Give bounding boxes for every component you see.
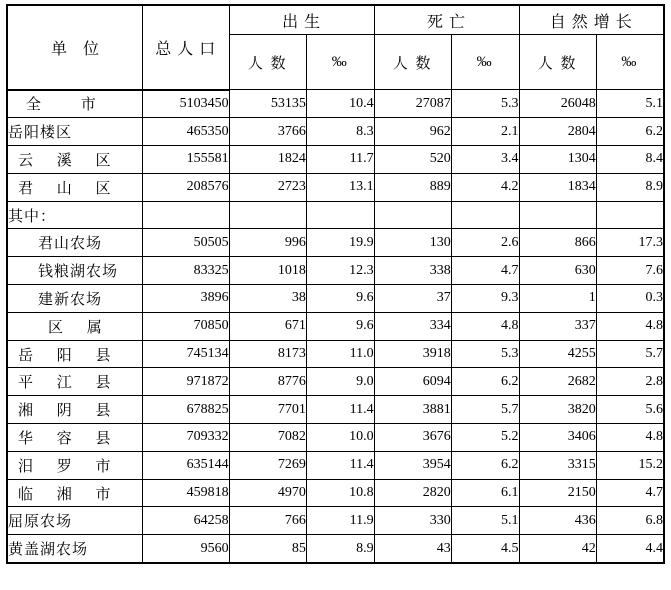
cell-increase-rate: 2.8 xyxy=(596,368,664,396)
cell-total-population: 678825 xyxy=(142,396,229,424)
column-header-unit-bottom xyxy=(7,61,142,90)
table-row xyxy=(7,118,664,146)
cell-increase-count xyxy=(519,201,596,229)
table-row xyxy=(7,479,664,507)
column-header-natural-increase: 自 然 增 长 xyxy=(519,5,664,35)
cell-total-population: 459818 xyxy=(142,479,229,507)
column-header-births: 出 生 xyxy=(229,5,374,35)
cell-increase-count: 2804 xyxy=(519,118,596,146)
cell-increase-count: 3820 xyxy=(519,396,596,424)
column-header-birth-count: 人 数 xyxy=(229,35,306,90)
column-header-unit-top xyxy=(7,5,142,35)
cell-increase-rate: 5.6 xyxy=(596,396,664,424)
cell-increase-rate: 4.4 xyxy=(596,535,664,563)
table-header xyxy=(7,5,664,90)
cell-birth-count: 8173 xyxy=(229,340,306,368)
cell-birth-count: 7082 xyxy=(229,424,306,452)
cell-total-population: 745134 xyxy=(142,340,229,368)
cell-death-count: 330 xyxy=(374,507,451,535)
table-row xyxy=(7,424,664,452)
column-header-unit: 单 位 xyxy=(7,35,142,61)
cell-increase-count: 630 xyxy=(519,257,596,285)
population-statistics-table xyxy=(6,4,665,564)
row-label: 汨 罗 市 xyxy=(7,451,142,479)
cell-increase-rate: 4.8 xyxy=(596,312,664,340)
column-header-death-count: 人 数 xyxy=(374,35,451,90)
row-label: 君 山 区 xyxy=(7,173,142,201)
cell-birth-count: 996 xyxy=(229,229,306,257)
row-label: 君山农场 xyxy=(7,229,142,257)
row-label: 华 容 县 xyxy=(7,424,142,452)
cell-death-rate: 2.1 xyxy=(451,118,519,146)
cell-death-rate: 6.1 xyxy=(451,479,519,507)
cell-birth-rate: 13.1 xyxy=(306,173,374,201)
table-row xyxy=(7,396,664,424)
cell-birth-count: 3766 xyxy=(229,118,306,146)
cell-death-count: 338 xyxy=(374,257,451,285)
cell-death-count: 520 xyxy=(374,146,451,174)
cell-death-count: 889 xyxy=(374,173,451,201)
cell-increase-rate: 7.6 xyxy=(596,257,664,285)
cell-birth-rate: 19.9 xyxy=(306,229,374,257)
cell-death-count: 43 xyxy=(374,535,451,563)
row-label: 云 溪 区 xyxy=(7,146,142,174)
cell-total-population: 155581 xyxy=(142,146,229,174)
cell-increase-rate: 8.9 xyxy=(596,173,664,201)
cell-death-rate: 4.8 xyxy=(451,312,519,340)
cell-birth-rate: 10.0 xyxy=(306,424,374,452)
cell-increase-rate xyxy=(596,201,664,229)
cell-birth-count: 8776 xyxy=(229,368,306,396)
cell-birth-rate: 8.3 xyxy=(306,118,374,146)
cell-increase-rate: 15.2 xyxy=(596,451,664,479)
column-header-population: 总 人 口 xyxy=(142,35,229,61)
row-label: 湘 阴 县 xyxy=(7,396,142,424)
cell-birth-count: 766 xyxy=(229,507,306,535)
table-row xyxy=(7,285,664,313)
row-label: 岳阳楼区 xyxy=(7,118,142,146)
cell-total-population: 208576 xyxy=(142,173,229,201)
column-header-increase-count: 人 数 xyxy=(519,35,596,90)
cell-death-rate: 9.3 xyxy=(451,285,519,313)
cell-birth-rate: 10.8 xyxy=(306,479,374,507)
cell-increase-rate: 5.1 xyxy=(596,90,664,118)
cell-birth-rate: 11.0 xyxy=(306,340,374,368)
table-row xyxy=(7,229,664,257)
table-row xyxy=(7,90,664,118)
cell-birth-rate: 11.4 xyxy=(306,451,374,479)
cell-death-rate: 4.5 xyxy=(451,535,519,563)
cell-increase-count: 2682 xyxy=(519,368,596,396)
cell-death-rate: 6.2 xyxy=(451,451,519,479)
table-row xyxy=(7,257,664,285)
cell-birth-rate: 11.4 xyxy=(306,396,374,424)
table-row xyxy=(7,312,664,340)
row-label: 全 市 xyxy=(7,90,142,118)
row-label: 其中： xyxy=(7,201,142,229)
table-row xyxy=(7,146,664,174)
cell-birth-rate: 8.9 xyxy=(306,535,374,563)
cell-increase-count: 436 xyxy=(519,507,596,535)
cell-increase-rate: 6.2 xyxy=(596,118,664,146)
row-label: 临 湘 市 xyxy=(7,479,142,507)
cell-birth-count: 7701 xyxy=(229,396,306,424)
row-label: 钱粮湖农场 xyxy=(7,257,142,285)
cell-death-count: 3881 xyxy=(374,396,451,424)
cell-increase-count: 1 xyxy=(519,285,596,313)
table-body xyxy=(7,90,664,564)
row-label: 屈原农场 xyxy=(7,507,142,535)
column-header-deaths: 死 亡 xyxy=(374,5,519,35)
header-row-mid xyxy=(7,35,664,61)
cell-increase-count: 1834 xyxy=(519,173,596,201)
cell-birth-count xyxy=(229,201,306,229)
cell-birth-count: 38 xyxy=(229,285,306,313)
table-row xyxy=(7,173,664,201)
header-row-top xyxy=(7,5,664,35)
row-label: 平 江 县 xyxy=(7,368,142,396)
cell-total-population: 709332 xyxy=(142,424,229,452)
cell-death-rate: 5.3 xyxy=(451,340,519,368)
cell-total-population: 635144 xyxy=(142,451,229,479)
cell-increase-count: 2150 xyxy=(519,479,596,507)
cell-total-population: 5103450 xyxy=(142,90,229,118)
cell-death-count: 3918 xyxy=(374,340,451,368)
cell-death-count: 334 xyxy=(374,312,451,340)
cell-death-rate: 5.2 xyxy=(451,424,519,452)
cell-death-count: 27087 xyxy=(374,90,451,118)
table-row xyxy=(7,340,664,368)
cell-death-rate: 4.2 xyxy=(451,173,519,201)
column-header-birth-rate: ‰ xyxy=(306,35,374,90)
cell-total-population: 9560 xyxy=(142,535,229,563)
table-row xyxy=(7,368,664,396)
cell-total-population: 971872 xyxy=(142,368,229,396)
cell-increase-count: 4255 xyxy=(519,340,596,368)
column-header-population-top xyxy=(142,5,229,35)
cell-birth-count: 7269 xyxy=(229,451,306,479)
table-row xyxy=(7,507,664,535)
cell-increase-rate: 17.3 xyxy=(596,229,664,257)
cell-birth-rate: 12.3 xyxy=(306,257,374,285)
cell-increase-rate: 6.8 xyxy=(596,507,664,535)
cell-birth-rate: 9.0 xyxy=(306,368,374,396)
cell-death-rate xyxy=(451,201,519,229)
cell-birth-count: 1824 xyxy=(229,146,306,174)
cell-birth-count: 85 xyxy=(229,535,306,563)
cell-birth-count: 53135 xyxy=(229,90,306,118)
cell-death-count: 6094 xyxy=(374,368,451,396)
cell-total-population: 3896 xyxy=(142,285,229,313)
cell-increase-count: 42 xyxy=(519,535,596,563)
cell-increase-count: 866 xyxy=(519,229,596,257)
cell-death-rate: 4.7 xyxy=(451,257,519,285)
cell-increase-rate: 4.8 xyxy=(596,424,664,452)
cell-death-rate: 6.2 xyxy=(451,368,519,396)
cell-increase-rate: 4.7 xyxy=(596,479,664,507)
cell-death-count xyxy=(374,201,451,229)
cell-birth-rate: 10.4 xyxy=(306,90,374,118)
cell-total-population: 465350 xyxy=(142,118,229,146)
cell-death-rate: 5.7 xyxy=(451,396,519,424)
row-label: 岳 阳 县 xyxy=(7,340,142,368)
cell-birth-rate: 11.9 xyxy=(306,507,374,535)
cell-birth-count: 671 xyxy=(229,312,306,340)
cell-increase-count: 337 xyxy=(519,312,596,340)
column-header-increase-rate: ‰ xyxy=(596,35,664,90)
column-header-population-bottom xyxy=(142,61,229,90)
cell-death-count: 3954 xyxy=(374,451,451,479)
row-label: 区 属 xyxy=(7,312,142,340)
cell-birth-count: 4970 xyxy=(229,479,306,507)
cell-total-population: 50505 xyxy=(142,229,229,257)
table-row xyxy=(7,535,664,563)
cell-total-population: 64258 xyxy=(142,507,229,535)
cell-death-rate: 3.4 xyxy=(451,146,519,174)
cell-death-count: 3676 xyxy=(374,424,451,452)
column-header-death-rate: ‰ xyxy=(451,35,519,90)
cell-total-population: 83325 xyxy=(142,257,229,285)
cell-increase-count: 3315 xyxy=(519,451,596,479)
cell-increase-count: 1304 xyxy=(519,146,596,174)
cell-death-rate: 2.6 xyxy=(451,229,519,257)
cell-birth-rate xyxy=(306,201,374,229)
cell-birth-rate: 9.6 xyxy=(306,312,374,340)
cell-death-count: 37 xyxy=(374,285,451,313)
cell-increase-rate: 5.7 xyxy=(596,340,664,368)
cell-death-count: 2820 xyxy=(374,479,451,507)
cell-total-population: 70850 xyxy=(142,312,229,340)
cell-death-count: 962 xyxy=(374,118,451,146)
cell-increase-rate: 8.4 xyxy=(596,146,664,174)
cell-increase-count: 3406 xyxy=(519,424,596,452)
row-label: 黄盖湖农场 xyxy=(7,535,142,563)
cell-death-rate: 5.1 xyxy=(451,507,519,535)
cell-birth-rate: 9.6 xyxy=(306,285,374,313)
table-row xyxy=(7,201,664,229)
cell-birth-count: 2723 xyxy=(229,173,306,201)
cell-birth-count: 1018 xyxy=(229,257,306,285)
cell-increase-count: 26048 xyxy=(519,90,596,118)
cell-birth-rate: 11.7 xyxy=(306,146,374,174)
cell-total-population xyxy=(142,201,229,229)
table-row xyxy=(7,451,664,479)
cell-death-count: 130 xyxy=(374,229,451,257)
cell-increase-rate: 0.3 xyxy=(596,285,664,313)
cell-death-rate: 5.3 xyxy=(451,90,519,118)
row-label: 建新农场 xyxy=(7,285,142,313)
